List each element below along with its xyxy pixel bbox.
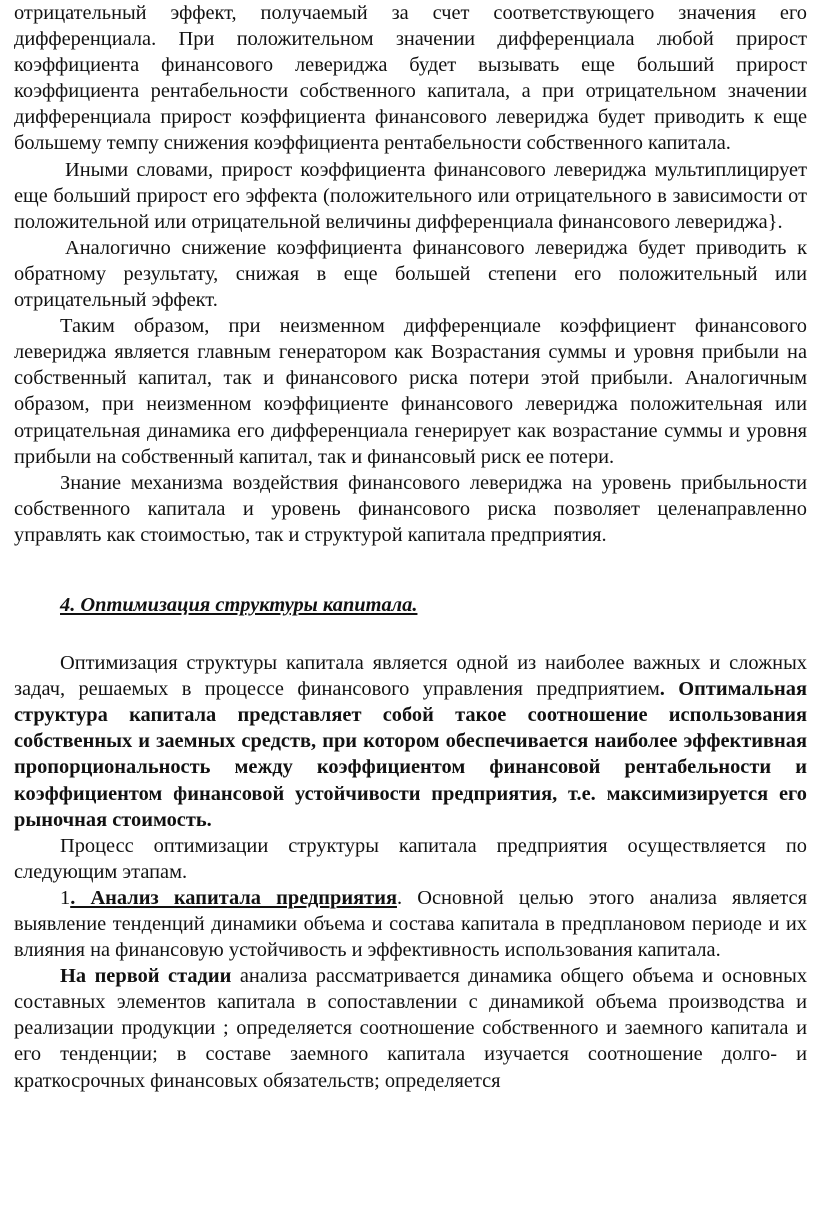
- paragraph-in-other-words: Иными словами, прирост коэффициента финансового левериджа мультиплицирует еще больший прирост его эффекта (положительного или отрицательного в зависимости от положительной или отрицательной величины дифференциала финансового левериджа}.: [14, 158, 807, 233]
- paragraph-leverage-effect: отрицательный эффект, получаемый за счет соответствующего значения его дифференциала. При положительном значении дифференциала любой прирост коэффициента финансового левериджа будет вызывать еще больший прирост коэффициента рентабельности собственного капитала, а при отрицательном значении дифференциала прирост коэффициента финансового левериджа будет приводить к еще большему темпу снижения коэффициента рентабельности собственного капитала.: [14, 2, 807, 155]
- section-spacer: [14, 548, 807, 592]
- optimization-intro-text: Оптимизация структуры капитала является одной из наиболее важных и сложных задач, решаемых в процессе финансового управления предприятием: [14, 652, 807, 701]
- paragraph-process-stages: Процесс оптимизации структуры капитала предприятия осуществляется по следующим этапам.: [14, 834, 807, 883]
- stage-number: 1: [60, 886, 71, 909]
- paragraph-knowledge: Знание механизма воздействия финансового левериджа на уровень прибыльности собственного капитала и уровень финансового риска позволяет целенаправленно управлять как стоимостью, так и структурой капитала предприятия.: [14, 471, 807, 546]
- first-stage-text: анализа рассматривается динамика общего объема и основных составных элементов капитала в сопоставлении с динамикой объема производства и реализации продукции ; определяется соотношение собственного и заемного капитала и его тенденции; в составе заемного капитала изучается соотношение долго- и краткосрочных финансовых обязательств; определяется: [14, 965, 808, 1092]
- optimal-structure-definition: . Оптимальная структура капитала представляет собой такое соотношение использования собственных и заемных средств, при котором обеспечивается наиболее эффективная пропорциональность между коэффициентом финансовой рентабельности и коэффициентом финансовой устойчивости предприятия, т.е. максимизируется его рыночная стоимость.: [14, 678, 807, 831]
- paragraph-similarly: Аналогично снижение коэффициента финансового левериджа будет приводить к обратному результату, снижая в еще большей степени его положительный или отрицательный эффект.: [14, 236, 807, 312]
- section-heading: 4. Оптимизация структуры капитала.: [60, 593, 418, 616]
- document-page: [14, 0, 807, 1094]
- paragraph-thus: Таким образом, при неизменном дифференциале коэффициент финансового левериджа является главным генератором как Возрастания суммы и уровня прибыли на собственный капитал, так и финансового риска потери этой прибыли. Аналогичным образом, при неизменном коэффициенте финансового левериджа положительная или отрицательная динамика его дифференциала генерирует как возрастание суммы и уровня прибыли на собственный капитал, так и финансовый риск ее потери.: [14, 315, 807, 468]
- stage-title: . Анализ капитала предприятия: [70, 886, 397, 909]
- paragraph-stage-1: [14, 885, 807, 963]
- stage-description: . Основной целью этого анализа является выявление тенденций динамики объема и состава капитала в предплановом периоде и их влияния на финансовую устойчивость и эффективность использования капитала.: [14, 886, 807, 962]
- heading-spacer: [14, 618, 807, 650]
- first-stage-label: На первой стадии: [60, 965, 232, 988]
- paragraph-first-stage: [14, 963, 807, 1093]
- paragraph-optimization: [14, 650, 807, 833]
